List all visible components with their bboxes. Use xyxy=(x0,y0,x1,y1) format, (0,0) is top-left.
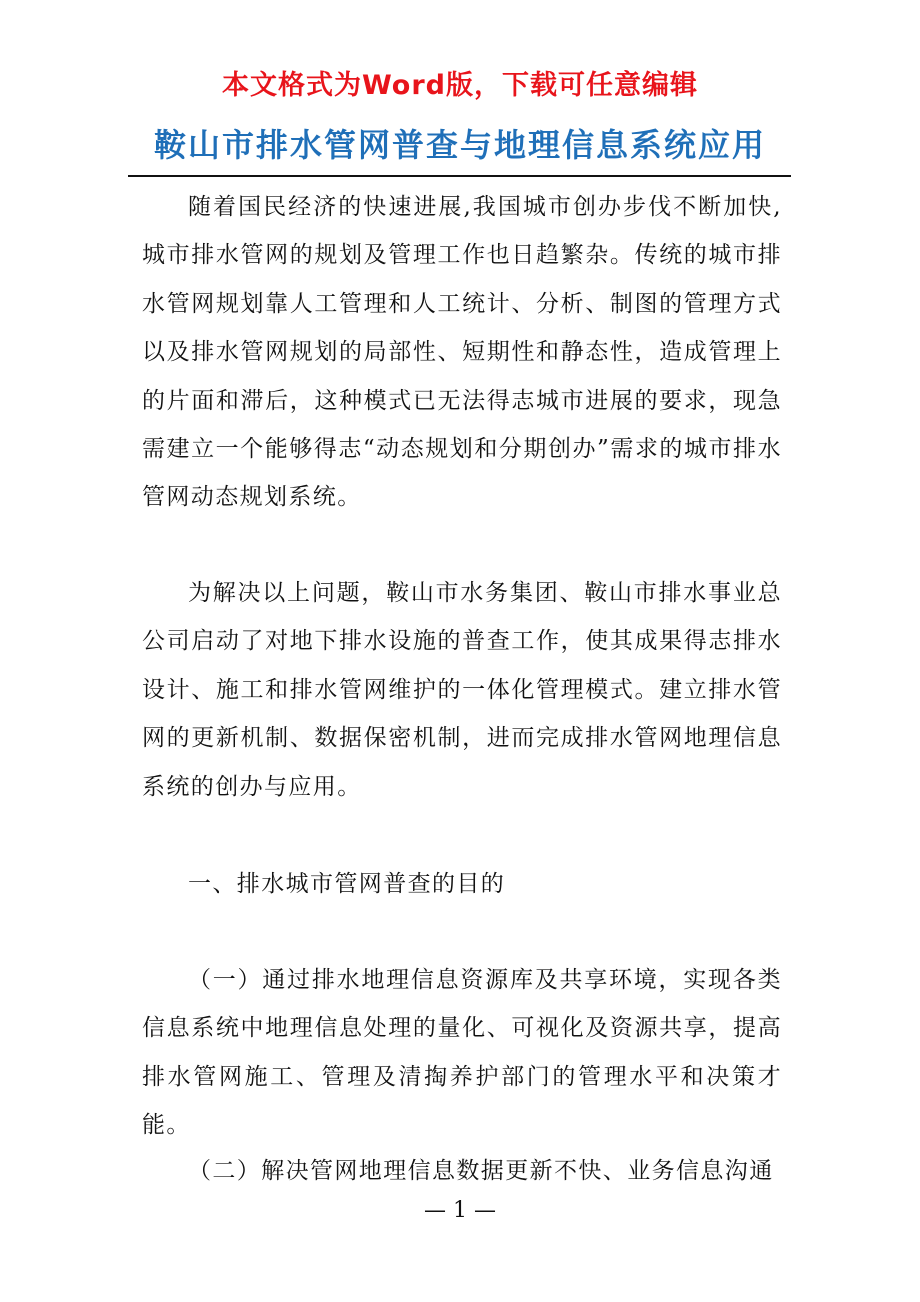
title-divider xyxy=(128,175,791,177)
document-title: 鞍山市排水管网普查与地理信息系统应用 xyxy=(153,126,766,164)
page-number: — 1 — xyxy=(424,1198,496,1223)
paragraph-intro: 随着国民经济的快速进展,我国城市创办步伐不断加快,城市排水管网的规划及管理工作也日趋繁杂。传统的城市排水管网规划靠人工管理和人工统计、分析、制图的管理方式以及排水管网规划的局部性、短期性和静态性，造成管理上的片面和滞后，这种模式已无法得志城市进展的要求，现急需建立一个能够得志“动态规划和分期创办”需求的城市排水管网动态规划系统。 xyxy=(142,194,782,511)
paragraph-item-1: （一）通过排水地理信息资源库及共享环境，实现各类信息系统中地理信息处理的量化、可视化及资源共享，提高排水管网施工、管理及清掏养护部门的管理水平和决策才能。 xyxy=(142,967,782,1139)
format-notice: 本文格式为Word版，下载可任意编辑 xyxy=(221,70,698,101)
paragraph-solution: 为解决以上问题，鞍山市水务集团、鞍山市排水事业总公司启动了对地下排水设施的普查工作，使其成果得志排水设计、施工和排水管网维护的一体化管理模式。建立排水管网的更新机制、数据保密机制，进而完成排水管网地理信息系统的创办与应用。 xyxy=(142,580,782,800)
section-heading: 一、排水城市管网普查的目的 xyxy=(188,871,506,897)
paragraph-item-2: （二）解决管网地理信息数据更新不快、业务信息沟通 xyxy=(188,1158,774,1184)
